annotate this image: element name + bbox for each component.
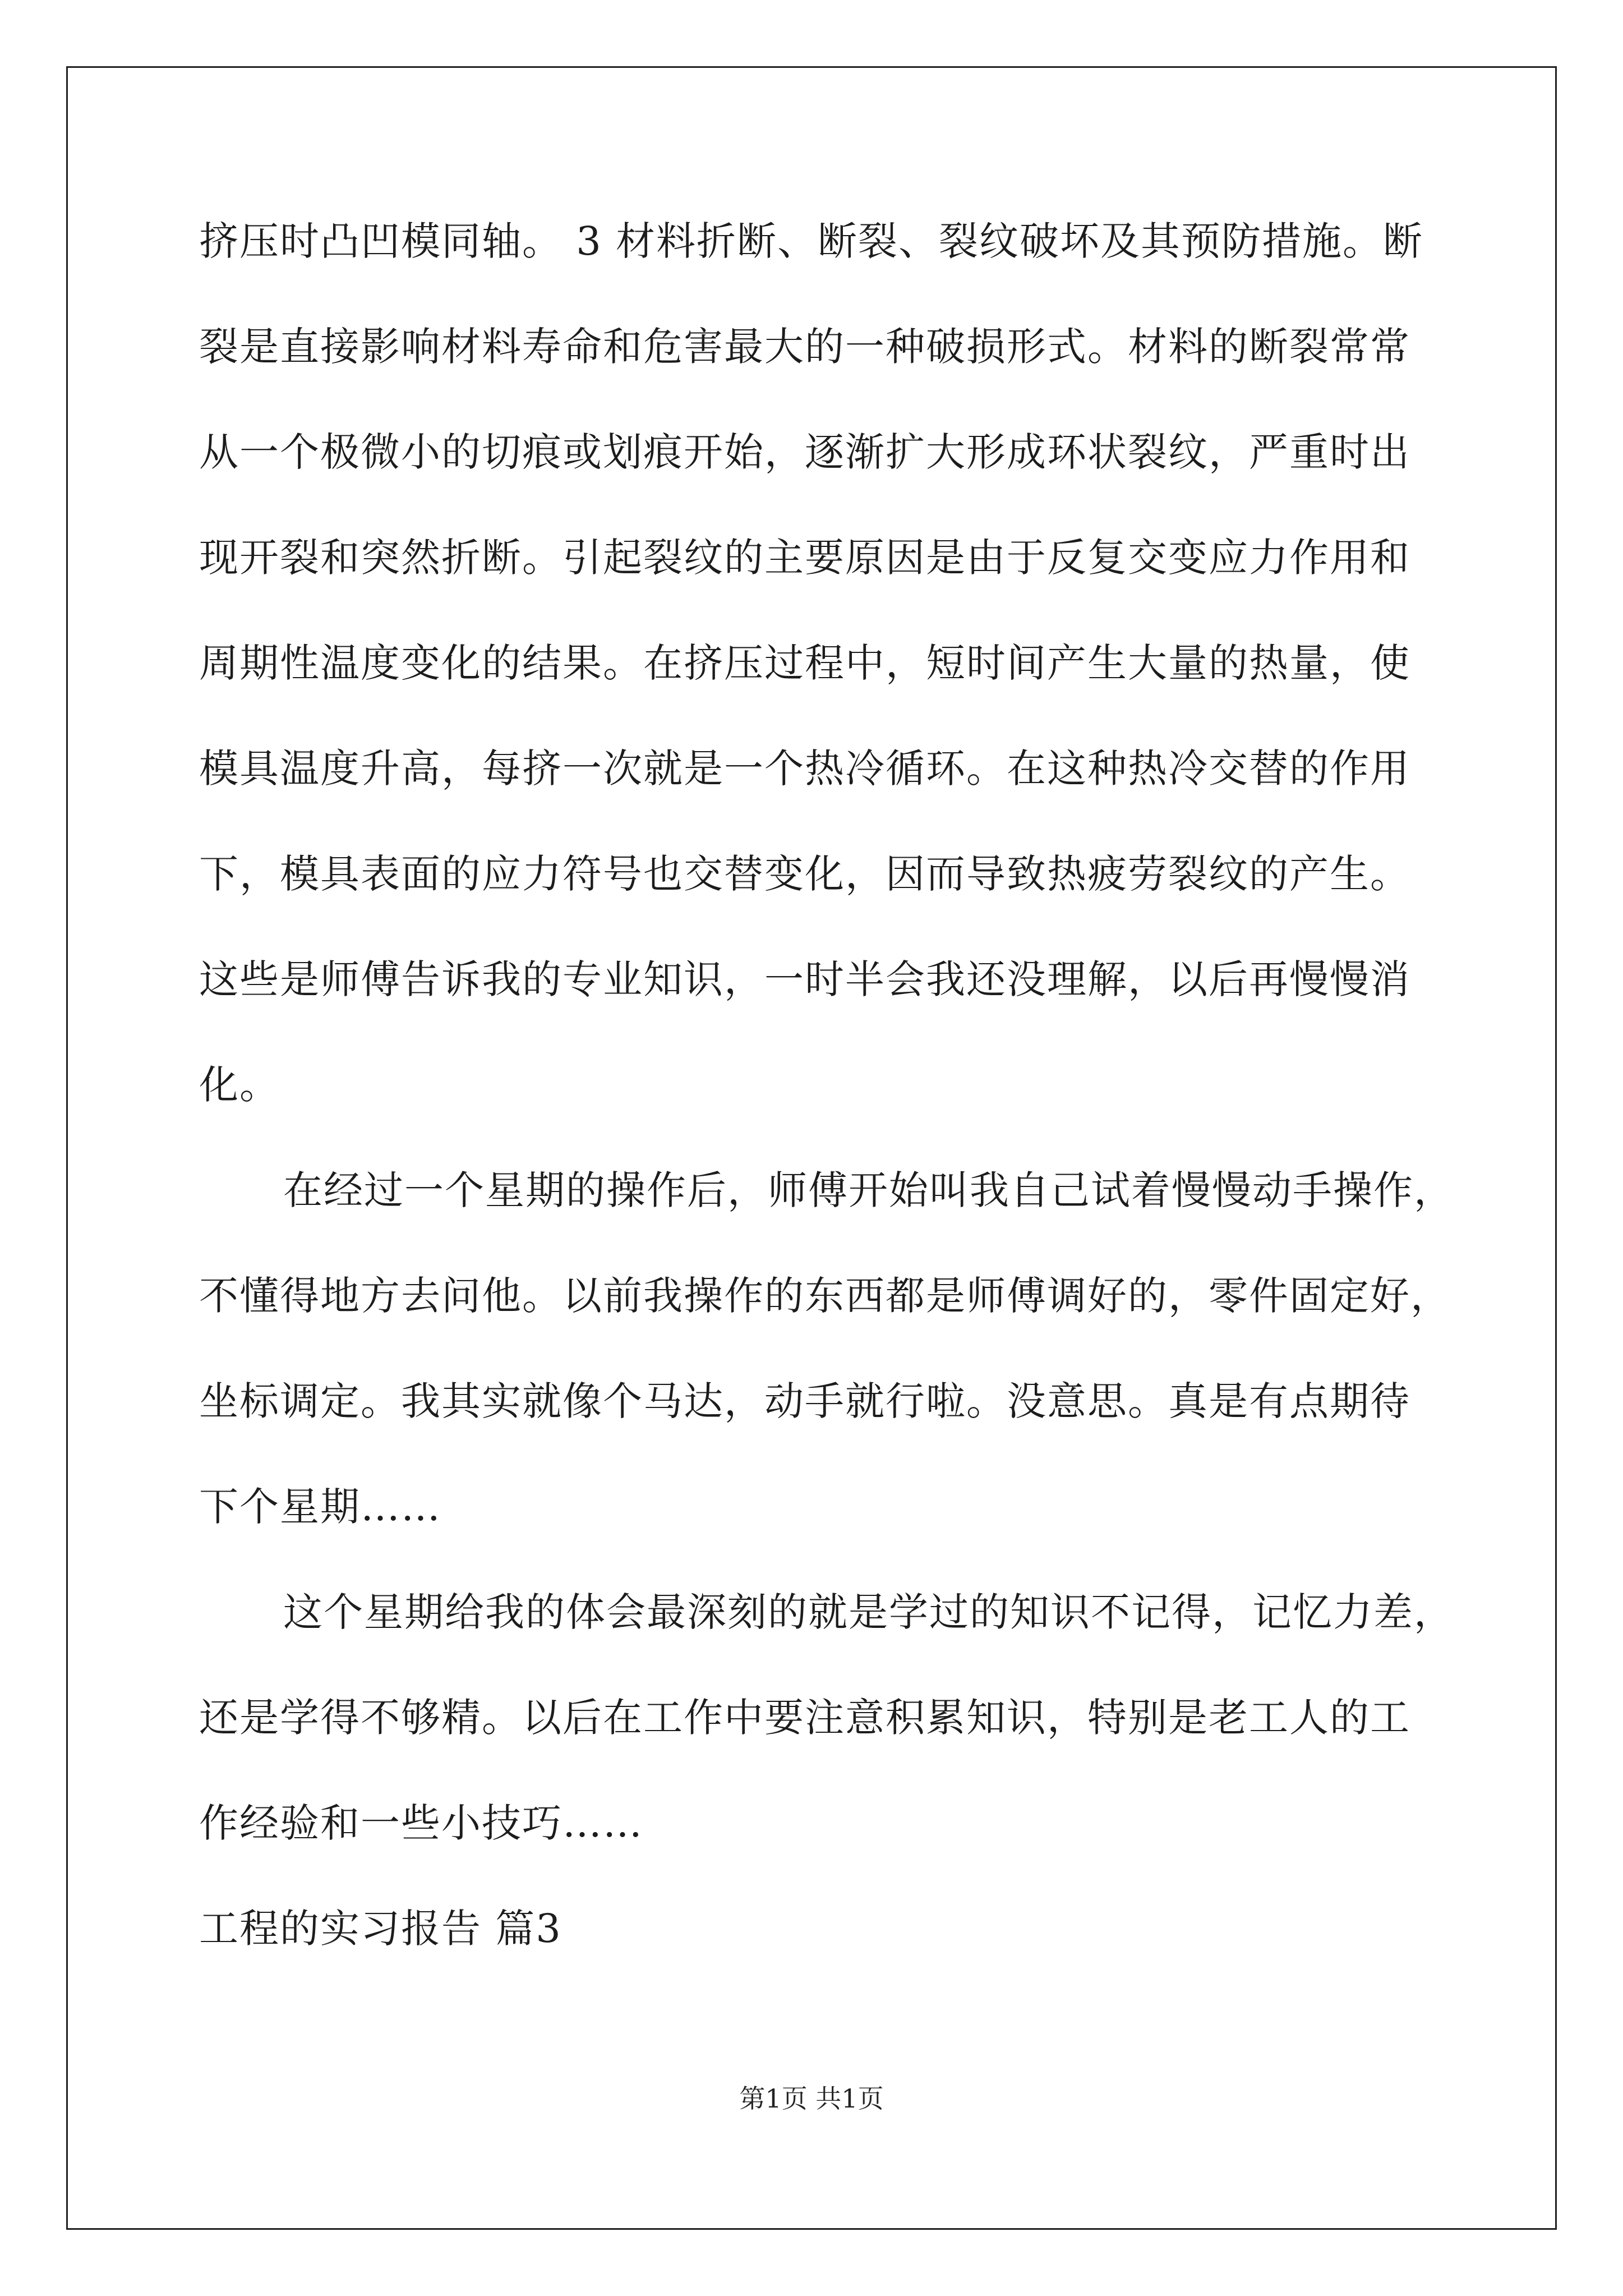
text-line: 作经验和一些小技巧…… bbox=[199, 1800, 643, 1846]
text-line: 不懂得地方去问他。以前我操作的东西都是师傅调好的，零件固定好， bbox=[199, 1273, 1451, 1319]
text-line: 周期性温度变化的结果。在挤压过程中，短时间产生大量的热量，使 bbox=[199, 640, 1410, 686]
text-line: 模具温度升高，每挤一次就是一个热冷循环。在这种热冷交替的作用 bbox=[199, 746, 1410, 792]
text-line: 这个星期给我的体会最深刻的就是学过的知识不记得，记忆力差， bbox=[283, 1589, 1454, 1635]
section-heading: 工程的实习报告 篇3 bbox=[199, 1906, 562, 1952]
text-line: 在经过一个星期的操作后，师傅开始叫我自己试着慢慢动手操作， bbox=[283, 1167, 1454, 1213]
text-line: 坐标调定。我其实就像个马达，动手就行啦。没意思。真是有点期待 bbox=[199, 1378, 1410, 1424]
text-line: 下个星期…… bbox=[199, 1484, 441, 1530]
text-line: 挤压时凸凹模同轴。 3 材料折断、断裂、裂纹破坏及其预防措施。断 bbox=[199, 218, 1424, 264]
text-line: 裂是直接影响材料寿命和危害最大的一种破损形式。材料的断裂常常 bbox=[199, 324, 1410, 370]
page-footer: 第1页 共1页 bbox=[739, 2083, 884, 2114]
text-line: 下，模具表面的应力符号也交替变化，因而导致热疲劳裂纹的产生。 bbox=[199, 851, 1410, 897]
text-line: 化。 bbox=[199, 1062, 280, 1108]
text-line: 现开裂和突然折断。引起裂纹的主要原因是由于反复交变应力作用和 bbox=[199, 535, 1410, 581]
text-line: 从一个极微小的切痕或划痕开始，逐渐扩大形成环状裂纹，严重时出 bbox=[199, 429, 1410, 475]
text-line: 还是学得不够精。以后在工作中要注意积累知识，特别是老工人的工 bbox=[199, 1695, 1410, 1741]
text-line: 这些是师傅告诉我的专业知识，一时半会我还没理解，以后再慢慢消 bbox=[199, 956, 1410, 1002]
